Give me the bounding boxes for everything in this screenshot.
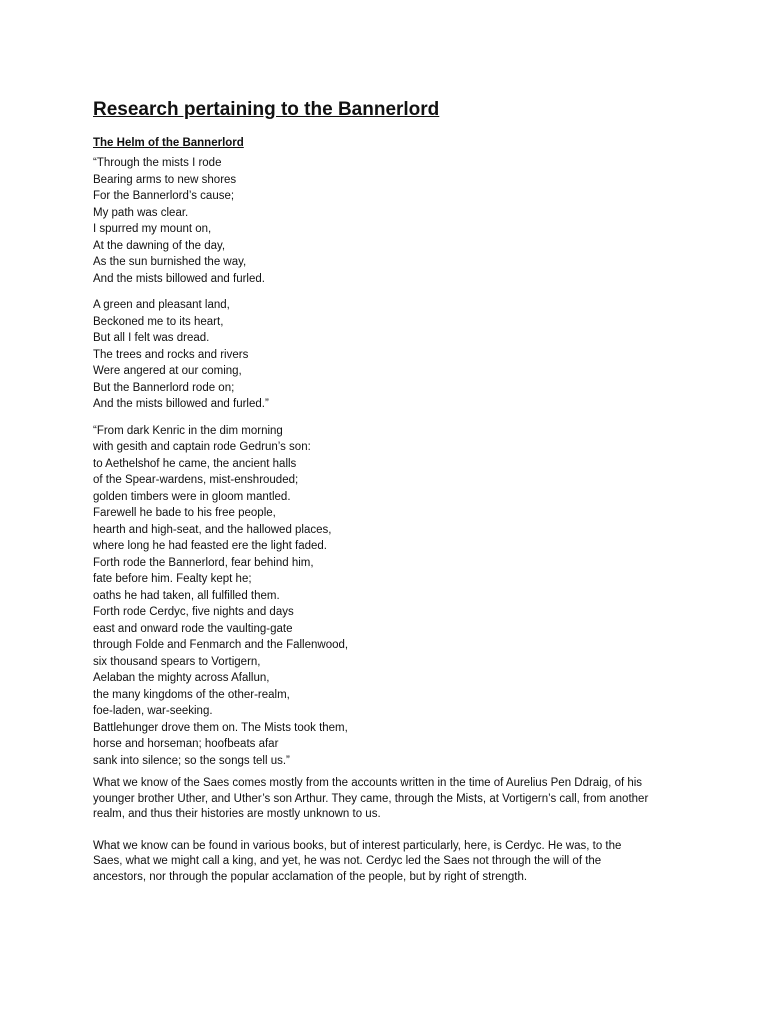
poem-stanza-1 xyxy=(93,155,693,287)
poem-line: Aelaban the mighty across Afallun, xyxy=(93,672,270,684)
poem-line: horse and horseman; hoofbeats afar xyxy=(93,738,279,750)
poem-line: the many kingdoms of the other-realm, xyxy=(93,688,290,701)
poem-stanza-2 xyxy=(93,297,693,413)
poem-line: And the mists billowed and furled.” xyxy=(93,398,269,410)
poem-line: of the Spear-wardens, mist-enshrouded; xyxy=(93,474,299,486)
poem-line: Farewell he bade to his free people, xyxy=(93,507,276,519)
poem-line: The trees and rocks and rivers xyxy=(93,348,249,361)
poem-line: And the mists billowed and furled. xyxy=(93,272,265,285)
poem-line: Beckoned me to its heart, xyxy=(93,315,224,328)
poem-line: to Aethelshof he came, the ancient halls xyxy=(93,457,297,470)
body-paragraph-1: What we know of the Saes comes mostly from the accounts written in the time of Aurelius Pen Ddraig, of his younger brother Uther, and Uther’s son Arthur. They came, through the Mists, at Vortigern’s call, from another realm, and thus their histories are mostly unknown to us. xyxy=(93,777,649,820)
document-page xyxy=(93,98,693,885)
poem-line: sank into silence; so the songs tell us.” xyxy=(93,754,290,767)
poem-line: where long he had feasted ere the light faded. xyxy=(93,540,328,552)
poem-line: hearth and high-seat, and the hallowed places, xyxy=(93,523,332,536)
poem-line: with gesith and captain rode Gedrun’s son: xyxy=(93,441,311,453)
document-title: Research pertaining to the Bannerlord xyxy=(93,99,440,120)
poem-line: At the dawning of the day, xyxy=(93,239,226,252)
poem-line: But the Bannerlord rode on; xyxy=(93,381,235,394)
poem-line: Bearing arms to new shores xyxy=(93,173,237,186)
poem-line: My path was clear. xyxy=(93,206,189,219)
poem-line: foe-laden, war-seeking. xyxy=(93,705,213,717)
poem-line: But all I felt was dread. xyxy=(93,332,210,344)
poem-line: Forth rode Cerdyc, five nights and days xyxy=(93,606,294,618)
poem-line: fate before him. Fealty kept he; xyxy=(93,573,252,585)
poem-line: oaths he had taken, all fulfilled them. xyxy=(93,589,280,602)
poem-line: six thousand spears to Vortigern, xyxy=(93,655,261,668)
poem-line: A green and pleasant land, xyxy=(93,299,230,311)
poem-line: As the sun burnished the way, xyxy=(93,256,247,268)
poem-line: east and onward rode the vaulting-gate xyxy=(93,622,293,635)
poem-line: Forth rode the Bannerlord, fear behind him, xyxy=(93,556,314,569)
poem-stanza-3 xyxy=(93,423,693,770)
poem-line: For the Bannerlord’s cause; xyxy=(93,190,235,202)
poem-line: “From dark Kenric in the dim morning xyxy=(93,424,283,437)
poem-line: Were angered at our coming, xyxy=(93,365,242,377)
poem-line: Battlehunger drove them on. The Mists took them, xyxy=(93,721,348,734)
poem-line: through Folde and Fenmarch and the Fallenwood, xyxy=(93,639,349,651)
poem-line: “Through the mists I rode xyxy=(93,157,222,169)
body-paragraph-2: What we know can be found in various books, but of interest particularly, here, is Cerdyc. He was, to the Saes, what we might call a king, and yet, he was not. Cerdyc led the Saes not through the will of the ancestors, nor through the popular acclamation of the people, but by right of strength. xyxy=(93,839,622,883)
poem-line: I spurred my mount on, xyxy=(93,223,212,235)
poem-line: golden timbers were in gloom mantled. xyxy=(93,490,291,503)
section-heading: The Helm of the Bannerlord xyxy=(93,137,244,149)
